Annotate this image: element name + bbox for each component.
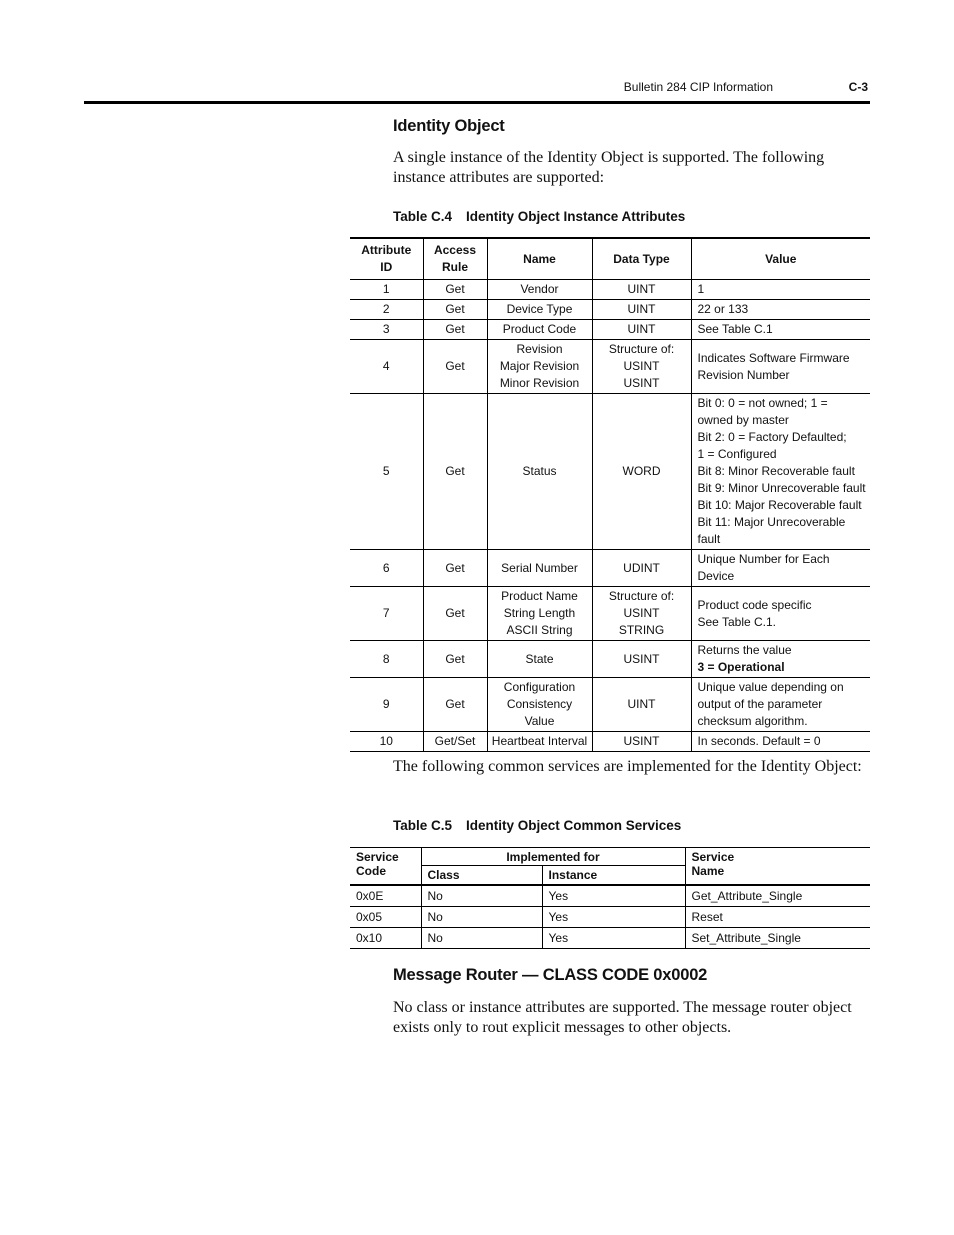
table-cell: 0x0E xyxy=(350,885,421,907)
table-header-row xyxy=(350,848,870,866)
table-cell: UDINT xyxy=(592,550,691,587)
col-header: Name xyxy=(487,238,592,280)
table-row xyxy=(350,928,870,949)
table-cell: No xyxy=(421,928,542,949)
table-cell: Get xyxy=(423,300,487,320)
table-cell: Set_Attribute_Single xyxy=(685,928,870,949)
table-cell: Device Type xyxy=(487,300,592,320)
table-cell: Get_Attribute_Single xyxy=(685,885,870,907)
table-row xyxy=(350,394,870,550)
table-cell: 3 xyxy=(350,320,423,340)
table-cell: Get xyxy=(423,641,487,678)
table-cell: Get xyxy=(423,280,487,300)
table-cell: USINT xyxy=(592,732,691,752)
table-cell: Get xyxy=(423,394,487,550)
section-heading-identity-object: Identity Object xyxy=(393,117,505,135)
page-number: C-3 xyxy=(848,80,868,94)
table-cell: Get xyxy=(423,340,487,394)
table-cell: 5 xyxy=(350,394,423,550)
table-cell: 10 xyxy=(350,732,423,752)
col-header-implemented-for: Implemented for xyxy=(421,848,685,866)
table-cell: Unique value depending on output of the parameter checksum algorithm. xyxy=(691,678,870,732)
table-cell: Get/Set xyxy=(423,732,487,752)
col-header-service-name: Service Name xyxy=(685,848,870,886)
table-cell: No xyxy=(421,885,542,907)
table-cell: Heartbeat Interval xyxy=(487,732,592,752)
table-cell: UINT xyxy=(592,678,691,732)
table-row xyxy=(350,300,870,320)
cell-text: Returns the value xyxy=(697,643,792,657)
table-caption xyxy=(393,209,685,224)
table-cell: Structure of: USINT STRING xyxy=(592,587,691,641)
table-cell: 22 or 133 xyxy=(691,300,870,320)
table-row xyxy=(350,907,870,928)
section-paragraph: No class or instance attributes are supported. The message router object exists only to rout explicit messages to other objects. xyxy=(393,999,852,1036)
table-cell: Reset xyxy=(685,907,870,928)
table-row xyxy=(350,340,870,394)
table-cell: 1 xyxy=(691,280,870,300)
col-header-class: Class xyxy=(421,866,542,886)
table-number: Table C.5 xyxy=(393,818,453,833)
table-row xyxy=(350,885,870,907)
table-cell: UINT xyxy=(592,280,691,300)
col-header-instance: Instance xyxy=(542,866,685,886)
table-cell: 4 xyxy=(350,340,423,394)
section-heading-message-router: Message Router — CLASS CODE 0x0002 xyxy=(393,966,708,984)
table-cell: Product Code xyxy=(487,320,592,340)
table-cell: Product Name String Length ASCII String xyxy=(487,587,592,641)
table-cell: 7 xyxy=(350,587,423,641)
table-cell: Yes xyxy=(542,885,685,907)
table-cell: 6 xyxy=(350,550,423,587)
table-caption xyxy=(393,818,681,833)
table-cell: Yes xyxy=(542,907,685,928)
table-cell xyxy=(691,641,870,678)
table-cell: Get xyxy=(423,678,487,732)
table-title: Identity Object Instance Attributes xyxy=(466,209,686,224)
col-header: Data Type xyxy=(592,238,691,280)
table-cell: UINT xyxy=(592,300,691,320)
table-cell: 0x10 xyxy=(350,928,421,949)
table-cell: 9 xyxy=(350,678,423,732)
running-head-title: Bulletin 284 CIP Information xyxy=(623,80,773,94)
table-cell: State xyxy=(487,641,592,678)
table-row xyxy=(350,678,870,732)
table-cell: Structure of: USINT USINT xyxy=(592,340,691,394)
table-cell: Serial Number xyxy=(487,550,592,587)
table-cell: Vendor xyxy=(487,280,592,300)
table-cell: 1 xyxy=(350,280,423,300)
table-cell: 0x05 xyxy=(350,907,421,928)
section-paragraph: A single instance of the Identity Object is supported. The following instance attributes are supported: xyxy=(393,149,825,186)
table-cell: Revision Major Revision Minor Revision xyxy=(487,340,592,394)
table-cell: Get xyxy=(423,587,487,641)
table-cell: Get xyxy=(423,320,487,340)
table-row xyxy=(350,641,870,678)
table-cell: Bit 0: 0 = not owned; 1 = owned by master Bit 2: 0 = Factory Defaulted; 1 = Configured Bit 8: Minor Recoverable fault Bit 9: Minor Unrecoverable fault Bit 10: Major Recoverable fault Bit 11: Major Unrecoverable fault xyxy=(691,394,870,550)
table-cell: Configuration Consistency Value xyxy=(487,678,592,732)
table-cell: 2 xyxy=(350,300,423,320)
section-paragraph: The following common services are implemented for the Identity Object: xyxy=(393,758,862,775)
table-header-row xyxy=(350,238,870,280)
col-header: Access Rule xyxy=(423,238,487,280)
table-row xyxy=(350,550,870,587)
header-rule xyxy=(84,101,870,104)
table-cell: No xyxy=(421,907,542,928)
table-cell: UINT xyxy=(592,320,691,340)
table-cell: Status xyxy=(487,394,592,550)
cell-text-emphasis: 3 = Operational xyxy=(697,660,785,674)
table-title: Identity Object Common Services xyxy=(466,818,682,833)
table-cell: Product code specific See Table C.1. xyxy=(691,587,870,641)
table-cell: Get xyxy=(423,550,487,587)
common-services-table xyxy=(350,847,870,949)
table-cell: USINT xyxy=(592,641,691,678)
col-header-service-code: Service Code xyxy=(350,848,421,886)
table-cell: See Table C.1 xyxy=(691,320,870,340)
table-cell: Yes xyxy=(542,928,685,949)
table-cell: In seconds. Default = 0 xyxy=(691,732,870,752)
table-cell: 8 xyxy=(350,641,423,678)
table-cell: Unique Number for Each Device xyxy=(691,550,870,587)
table-number: Table C.4 xyxy=(393,209,453,224)
running-head xyxy=(84,80,870,96)
identity-attributes-table xyxy=(350,237,870,752)
table-row xyxy=(350,280,870,300)
col-header: Attribute ID xyxy=(350,238,423,280)
table-cell: WORD xyxy=(592,394,691,550)
table-row xyxy=(350,320,870,340)
col-header: Value xyxy=(691,238,870,280)
table-row xyxy=(350,732,870,752)
table-row xyxy=(350,587,870,641)
table-cell: Indicates Software Firmware Revision Number xyxy=(691,340,870,394)
